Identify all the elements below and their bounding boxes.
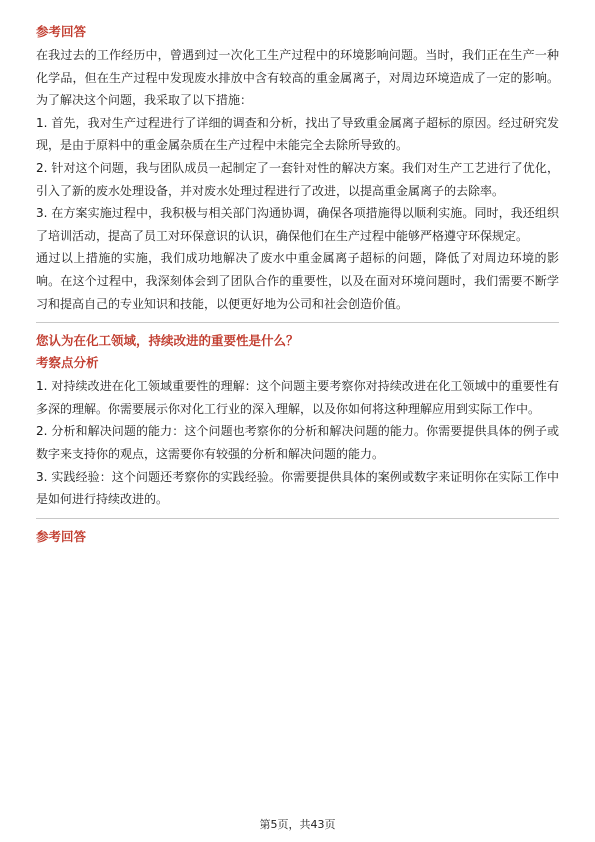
page-content — [36, 22, 559, 547]
paragraph: 1. 首先，我对生产过程进行了详细的调查和分析，找出了导致重金属离子超标的原因。经过研究发现，是由于原料中的重金属杂质在生产过程中未能完全去除所导致的。 — [36, 115, 559, 153]
paragraph: 在我过去的工作经历中，曾遇到过一次化工生产过程中的环境影响问题。当时，我们正在生产一种化学品，但在生产过程中发现废水排放中含有较高的重金属离子，对周边环境造成了一定的影响。为了解决这个问题，我采取了以下措施： — [36, 48, 559, 108]
page-number-footer: 第5页，共43页 — [259, 818, 336, 831]
paragraph: 3. 在方案实施过程中，我积极与相关部门沟通协调，确保各项措施得以顺利实施。同时，我还组织了培训活动，提高了员工对环保意识的认识，确保他们在生产过程中能够严格遵守环保规定。 — [36, 206, 559, 243]
paragraph: 3. 实践经验：这个问题还考察你的实践经验。你需要提供具体的案例或数字来证明你在实际工作中是如何进行持续改进的。 — [36, 469, 559, 507]
paragraph: 2. 针对这个问题，我与团队成员一起制定了一套针对性的解决方案。我们对生产工艺进行了优化，引入了新的废水处理设备，并对废水处理过程进行了改进，以提高重金属离子的去除率。 — [36, 160, 559, 198]
divider — [36, 518, 559, 519]
paragraph: 通过以上措施的实施，我们成功地解决了废水中重金属离子超标的问题，降低了对周边环境的影响。在这个过程中，我深刻体会到了团队合作的重要性，以及在面对环境问题时，我们需要不断学习和提高自己的专业知识和技能，以便更好地为公司和社会创造价值。 — [36, 251, 559, 311]
paragraph: 1. 对持续改进在化工领域重要性的理解：这个问题主要考察你对持续改进在化工领域中的重要性有多深的理解。你需要展示你对化工行业的深入理解，以及你如何将这种理解应用到实际工作中。 — [36, 379, 559, 416]
section-heading-reference-answer: 参考回答 — [36, 528, 87, 544]
section-heading-analysis: 考察点分析 — [36, 355, 99, 371]
section-heading-reference-answer: 参考回答 — [36, 24, 87, 39]
divider — [36, 322, 559, 323]
question-heading: 您认为在化工领域，持续改进的重要性是什么？ — [36, 333, 299, 349]
paragraph: 2. 分析和解决问题的能力：这个问题也考察你的分析和解决问题的能力。你需要提供具体的例子或数字来支持你的观点，这需要你有较强的分析和解决问题的能力。 — [36, 424, 559, 461]
